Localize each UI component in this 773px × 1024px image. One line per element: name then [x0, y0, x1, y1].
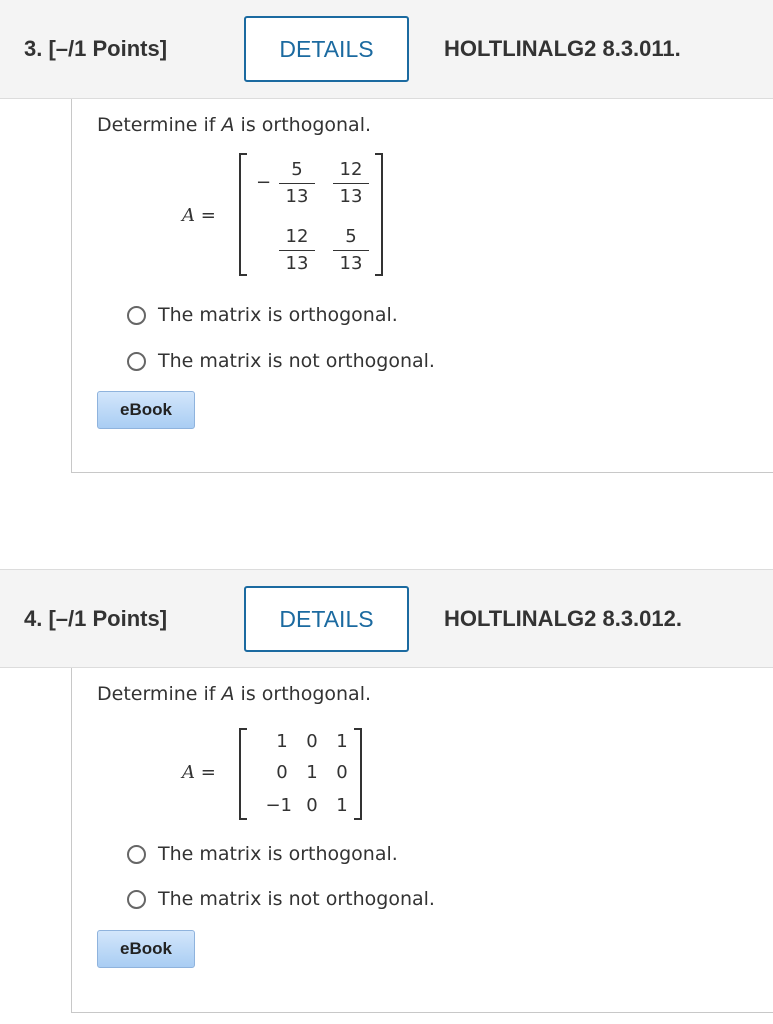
matrix-cell: 0 [276, 762, 288, 783]
matrix-label [182, 205, 216, 226]
fraction-bar [333, 250, 369, 251]
question-prompt [97, 683, 371, 705]
question-body [71, 668, 773, 1013]
prompt-text: Determine if [97, 683, 222, 705]
fraction-bar [279, 250, 315, 251]
fraction-denominator: 13 [285, 186, 309, 207]
fraction-denominator: 13 [339, 186, 363, 207]
equals-sign: = [195, 762, 216, 783]
fraction-bar [333, 183, 369, 184]
question-code: HOLTLINALG2 8.3.012. [444, 606, 682, 631]
option-not-orthogonal[interactable] [127, 888, 435, 910]
matrix-cell: 1 [336, 731, 348, 752]
matrix-cell: 0 [336, 762, 348, 783]
matrix-cell: −1 [265, 795, 292, 816]
option-label: The matrix is orthogonal. [158, 843, 398, 865]
question-prompt [97, 114, 371, 136]
option-label: The matrix is orthogonal. [158, 304, 398, 326]
matrix-cell [277, 159, 317, 208]
matrix-cell: 1 [276, 731, 288, 752]
question-points: 3. [–/1 Points] [24, 36, 168, 61]
radio-button[interactable] [127, 845, 146, 864]
matrix-cell: 1 [336, 795, 348, 816]
matrix-label [182, 762, 216, 783]
prompt-text: is orthogonal. [234, 683, 372, 705]
option-not-orthogonal[interactable] [127, 350, 435, 372]
matrix-cell [277, 226, 317, 275]
matrix-cell [331, 226, 371, 275]
prompt-variable: A [221, 683, 235, 705]
fraction-numerator: 12 [285, 226, 309, 247]
question-points: 4. [–/1 Points] [24, 606, 168, 631]
matrix-cell [331, 159, 371, 208]
option-label: The matrix is not orthogonal. [158, 350, 435, 372]
matrix-right-bracket [375, 153, 383, 276]
matrix-cell: 0 [306, 731, 318, 752]
option-label: The matrix is not orthogonal. [158, 888, 435, 910]
matrix-minus-sign: − [256, 172, 272, 193]
prompt-variable: A [221, 114, 235, 136]
matrix-left-bracket [239, 728, 247, 820]
prompt-text: is orthogonal. [234, 114, 372, 136]
fraction-numerator: 12 [339, 159, 363, 180]
question-header [0, 0, 773, 99]
option-orthogonal[interactable] [127, 843, 398, 865]
details-button[interactable]: DETAILS [244, 586, 409, 652]
prompt-text: Determine if [97, 114, 222, 136]
ebook-button[interactable]: eBook [97, 930, 195, 968]
radio-button[interactable] [127, 890, 146, 909]
fraction-denominator: 13 [285, 253, 309, 274]
matrix-cell: 0 [306, 795, 318, 816]
matrix-cell: 1 [306, 762, 318, 783]
fraction-numerator: 5 [291, 159, 303, 180]
matrix-variable: A [182, 762, 195, 783]
fraction-bar [279, 183, 315, 184]
question-body [71, 99, 773, 473]
matrix-variable: A [182, 205, 195, 226]
matrix-right-bracket [354, 728, 362, 820]
fraction-numerator: 5 [345, 226, 357, 247]
question-header [0, 569, 773, 668]
question-code: HOLTLINALG2 8.3.011. [444, 36, 681, 61]
equals-sign: = [195, 205, 216, 226]
option-orthogonal[interactable] [127, 304, 398, 326]
details-button[interactable]: DETAILS [244, 16, 409, 82]
ebook-button[interactable]: eBook [97, 391, 195, 429]
matrix-left-bracket [239, 153, 247, 276]
radio-button[interactable] [127, 352, 146, 371]
fraction-denominator: 13 [339, 253, 363, 274]
radio-button[interactable] [127, 306, 146, 325]
